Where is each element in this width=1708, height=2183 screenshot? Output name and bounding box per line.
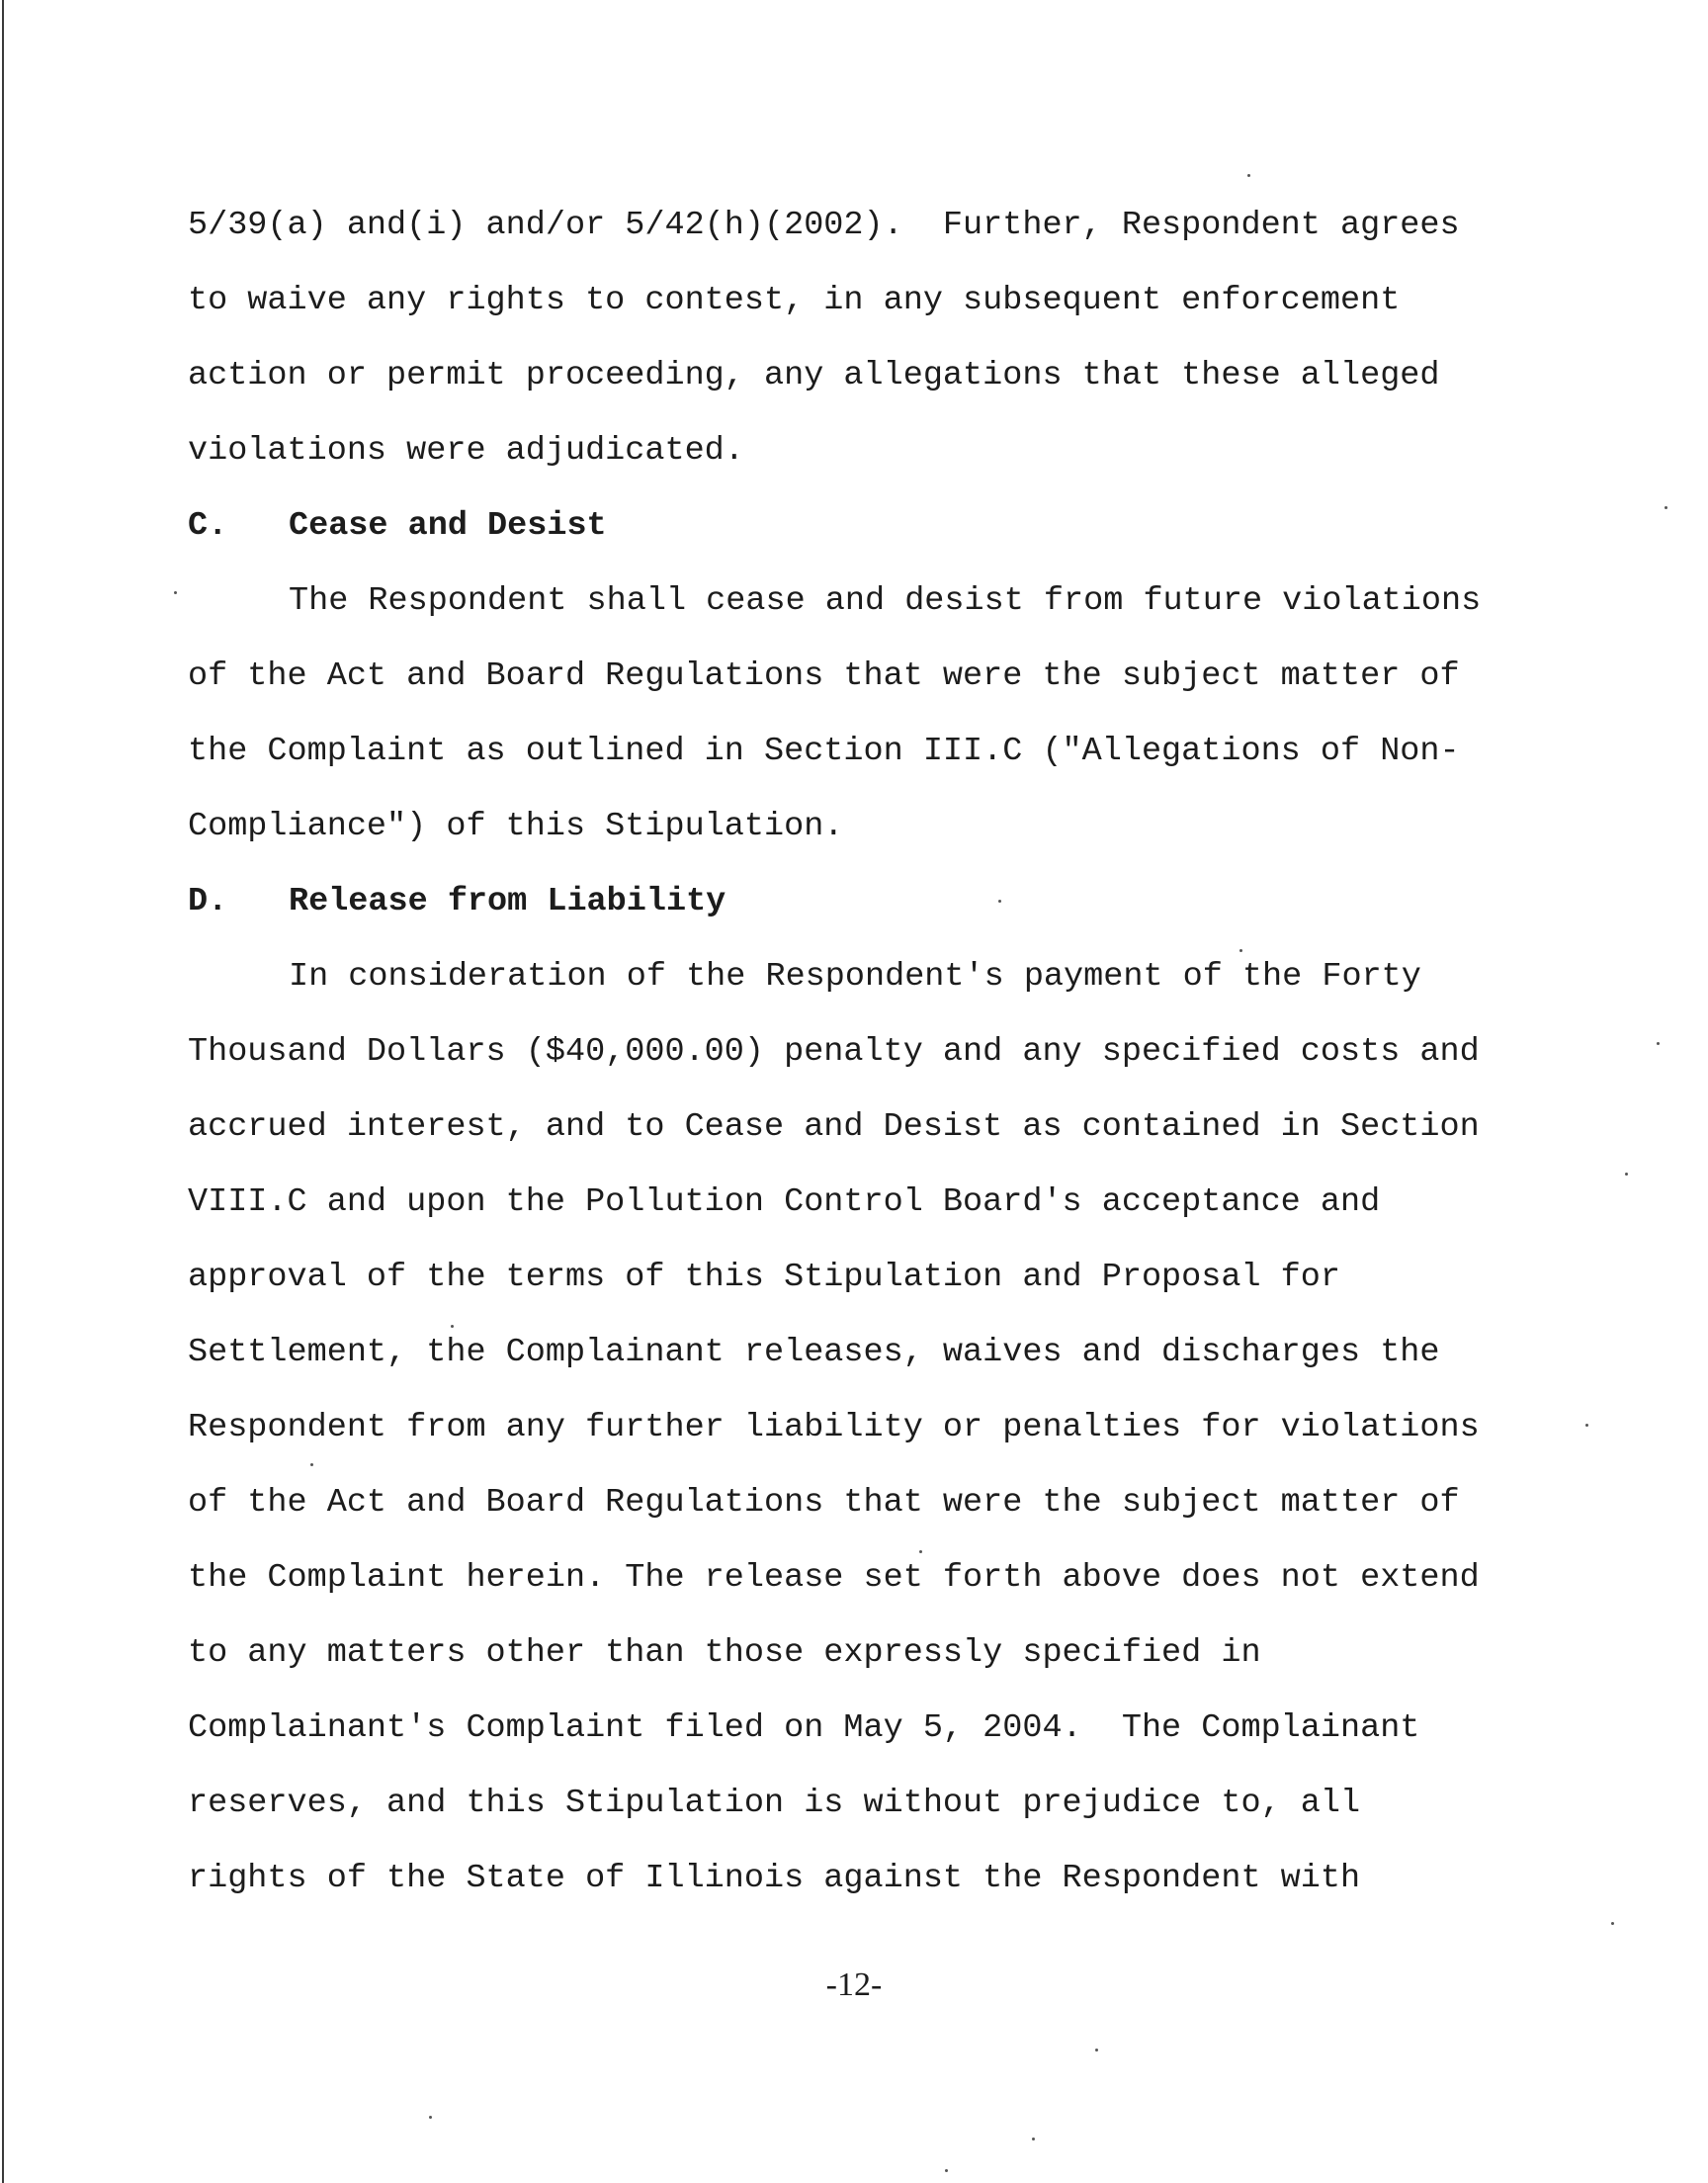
- scan-speck: [1247, 174, 1250, 177]
- body-text-line: approval of the terms of this Stipulation and Proposal for: [188, 1259, 1340, 1296]
- body-text-line: Compliance") of this Stipulation.: [188, 808, 844, 845]
- body-text-line: In consideration of the Respondent's payment of the Forty: [289, 958, 1421, 996]
- scan-speck: [451, 1325, 454, 1328]
- body-text-line: 5/39(a) and(i) and/or 5/42(h)(2002). Further, Respondent agrees: [188, 207, 1460, 244]
- body-text-line: Thousand Dollars ($40,000.00) penalty and any specified costs and: [188, 1033, 1480, 1071]
- body-text-line: accrued interest, and to Cease and Desist as contained in Section: [188, 1108, 1480, 1146]
- scan-speck: [1585, 1424, 1588, 1427]
- body-text-line: to waive any rights to contest, in any subsequent enforcement: [188, 282, 1401, 319]
- scan-speck: [919, 1550, 922, 1553]
- body-text-line: Settlement, the Complainant releases, waives and discharges the: [188, 1334, 1440, 1371]
- body-text-line: Respondent from any further liability or penalties for violations: [188, 1409, 1480, 1446]
- body-text-line: violations were adjudicated.: [188, 432, 744, 470]
- section-c-heading: Cease and Desist: [289, 507, 607, 545]
- page-number: -12-: [825, 1966, 883, 2003]
- body-text-line: VIII.C and upon the Pollution Control Board's acceptance and: [188, 1183, 1381, 1221]
- scan-speck: [1657, 1042, 1660, 1045]
- section-c-letter: C.: [188, 507, 228, 545]
- scan-speck: [998, 900, 1001, 903]
- scan-speck: [945, 2169, 948, 2172]
- scan-speck: [1095, 2049, 1098, 2052]
- scan-speck: [1611, 1922, 1614, 1925]
- body-text-line: the Complaint as outlined in Section III.C ("Allegations of Non-: [188, 733, 1460, 770]
- scan-speck: [1239, 949, 1242, 952]
- scan-edge-line: [2, 0, 4, 2183]
- body-text-line: action or permit proceeding, any allegations that these alleged: [188, 357, 1440, 394]
- body-text-line: rights of the State of Illinois against the Respondent with: [188, 1860, 1361, 1897]
- body-text-line: reserves, and this Stipulation is without prejudice to, all: [188, 1785, 1361, 1822]
- body-text-line: of the Act and Board Regulations that were the subject matter of: [188, 657, 1460, 695]
- scan-speck: [310, 1463, 313, 1466]
- body-text-line: The Respondent shall cease and desist from future violations: [289, 582, 1482, 620]
- scan-speck: [429, 2116, 432, 2119]
- section-d-heading: Release from Liability: [289, 883, 726, 920]
- scan-speck: [1032, 2138, 1035, 2140]
- scan-speck: [174, 591, 177, 594]
- section-d-letter: D.: [188, 883, 228, 920]
- scan-speck: [1665, 506, 1667, 509]
- body-text-line: the Complaint herein. The release set forth above does not extend: [188, 1559, 1480, 1597]
- body-text-line: to any matters other than those expressly specified in: [188, 1634, 1261, 1672]
- body-text-line: Complainant's Complaint filed on May 5, 2004. The Complainant: [188, 1709, 1420, 1747]
- body-text-line: of the Act and Board Regulations that were the subject matter of: [188, 1484, 1460, 1522]
- scan-speck: [1625, 1173, 1628, 1176]
